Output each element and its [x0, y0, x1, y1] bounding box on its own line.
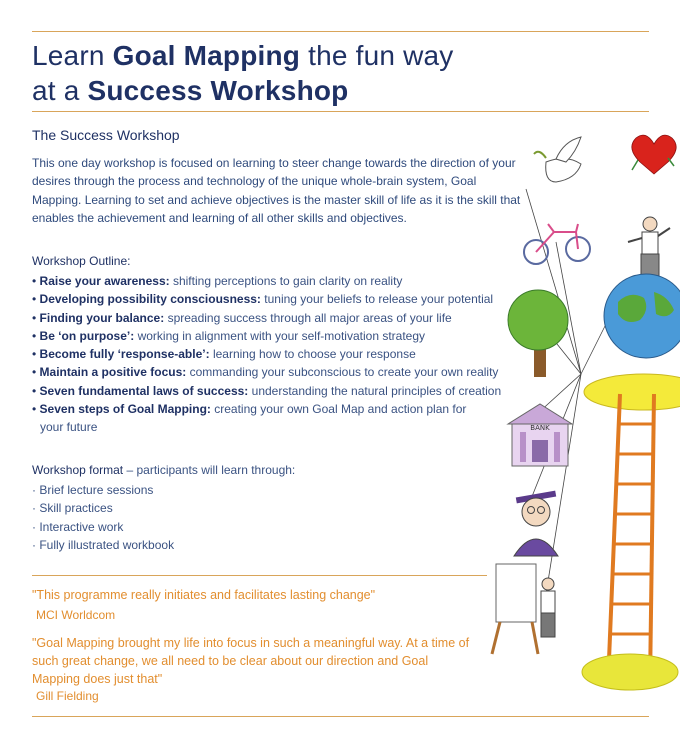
outline-item: • Developing possibility consciousness: tuning your beliefs to release your potential	[32, 292, 494, 307]
title-success-workshop: Success Workshop	[87, 75, 349, 106]
quote-source: MCI Worldcom	[36, 608, 116, 622]
quote-source: Gill Fielding	[36, 689, 99, 703]
bottom-rule	[32, 716, 649, 717]
easel-icon	[492, 564, 538, 654]
dove-icon	[534, 137, 581, 182]
bottom-platform	[582, 654, 678, 690]
outline-item: • Finding your balance: spreading success through all major areas of your life	[32, 310, 452, 325]
presenter-icon	[541, 578, 555, 637]
format-item: · Brief lecture sessions	[32, 483, 154, 497]
outline-item: • Seven steps of Goal Mapping: creating your own Goal Map and action plan for your future	[32, 402, 467, 435]
quotes-rule	[32, 575, 487, 576]
quote-text: "Goal Mapping brought my life into focus in such a meaningful way. At a time of such great change, we all need to be clear about our direction and Goal Mapping does just that"	[32, 636, 470, 686]
bicycle-icon	[524, 224, 590, 264]
title-goal-mapping: Goal Mapping	[112, 40, 301, 71]
outline-item: • Become fully ‘response-able’: learning how to choose your response	[32, 347, 416, 362]
outline-item: • Maintain a positive focus: commanding your subconscious to create your own reality	[32, 365, 499, 380]
page-title: Learn Goal Mapping the fun way at a Success Workshop	[32, 40, 454, 106]
format-item: · Fully illustrated workbook	[32, 537, 175, 552]
tree-icon	[508, 290, 568, 377]
ladder-icon	[608, 394, 654, 684]
illustration	[486, 124, 680, 704]
outline-item: • Be ‘on purpose’: working in alignment with your self-motivation strategy	[32, 328, 426, 343]
graduate-icon	[514, 491, 558, 556]
format-item: · Skill practices	[32, 501, 113, 516]
bank-sign: BANK	[530, 424, 550, 432]
top-rule	[32, 31, 649, 32]
format-list	[32, 481, 174, 554]
format-item: · Interactive work	[32, 519, 124, 534]
format-heading: Workshop format – participants will learn through:	[32, 463, 296, 477]
section-heading: The Success Workshop	[32, 127, 180, 143]
person-icon	[628, 217, 670, 276]
outline-heading: Workshop Outline:	[32, 254, 131, 268]
outline-list	[32, 272, 532, 437]
quote-text: "This programme really initiates and facilitates lasting change"	[32, 588, 376, 602]
heart-icon	[632, 135, 676, 174]
globe-icon	[604, 274, 680, 358]
outline-item: • Raise your awareness: shifting perceptions to gain clarity on reality	[32, 274, 403, 288]
outline-item: • Seven fundamental laws of success: understanding the natural principles of creation	[32, 383, 502, 398]
title-rule	[32, 111, 649, 112]
bank-icon	[508, 404, 572, 466]
intro-paragraph: This one day workshop is focused on learning to steer change towards the direction of your desires through the process and technology of the unique whole-brain system, Goal Mapping. Learning to set and achieve objectives is the master skill of life as it is the skill that enables the achievement and learning of all other skills and objectives.	[32, 156, 521, 225]
top-platform	[584, 374, 680, 410]
